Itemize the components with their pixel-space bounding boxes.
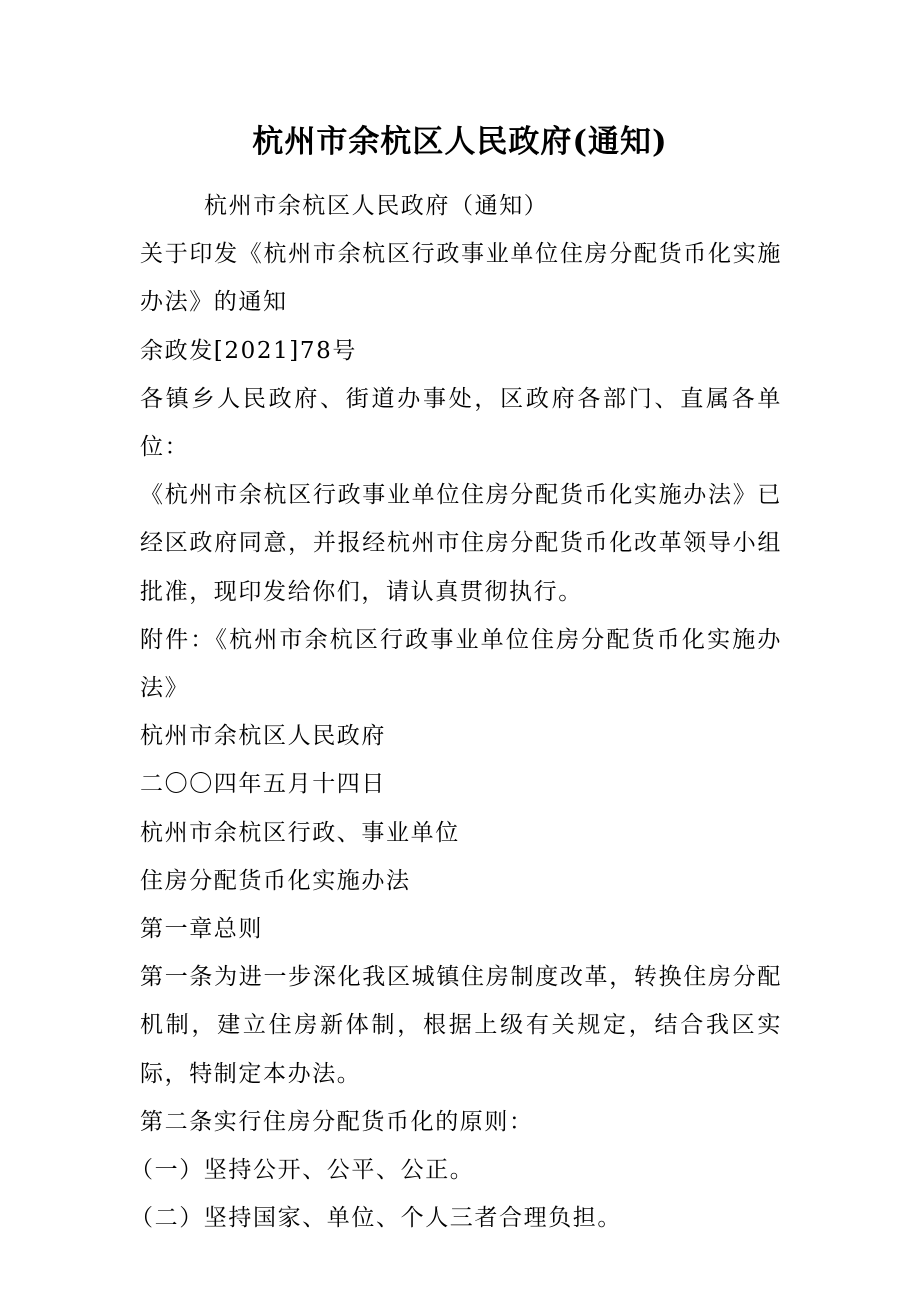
issuer-name: 杭州市余杭区人民政府 [140, 723, 386, 750]
document-number: 余政发[2021]78号 [140, 337, 357, 364]
document-title: 杭州市余杭区人民政府(通知) [252, 124, 668, 160]
chapter-heading: 第一章总则 [140, 916, 263, 943]
notice-heading: 关于印发《杭州市余杭区行政事业单位住房分配货币化实施办法》的通知 [140, 241, 782, 316]
document-body [130, 182, 782, 1242]
recipients-line: 各镇乡人民政府、街道办事处，区政府各部门、直属各单位： [140, 385, 782, 461]
article-2: 第二条实行住房分配货币化的原则： [140, 1108, 534, 1135]
measures-title-line1: 杭州市余杭区行政、事业单位 [140, 819, 460, 846]
subtitle-paragraph: 杭州市余杭区人民政府（通知） [204, 193, 549, 219]
issue-date: 二〇〇四年五月十四日 [140, 771, 386, 798]
attachment-line: 附件：《杭州市余杭区行政事业单位住房分配货币化实施办法》 [140, 626, 782, 702]
principle-item-2: （二）坚持国家、单位、个人三者合理负担。 [130, 1205, 622, 1232]
notice-body: 《杭州市余杭区行政事业单位住房分配货币化实施办法》已经区政府同意，并报经杭州市住房分配货币化改革领导小组批准，现印发给你们，请认真贯彻执行。 [140, 482, 782, 605]
article-1: 第一条为进一步深化我区城镇住房制度改革，转换住房分配机制，建立住房新体制，根据上级有关规定，结合我区实际，特制定本办法。 [140, 964, 782, 1087]
principle-item-1: （一）坚持公开、公平、公正。 [130, 1157, 475, 1184]
measures-title-line2: 住房分配货币化实施办法 [140, 867, 411, 894]
